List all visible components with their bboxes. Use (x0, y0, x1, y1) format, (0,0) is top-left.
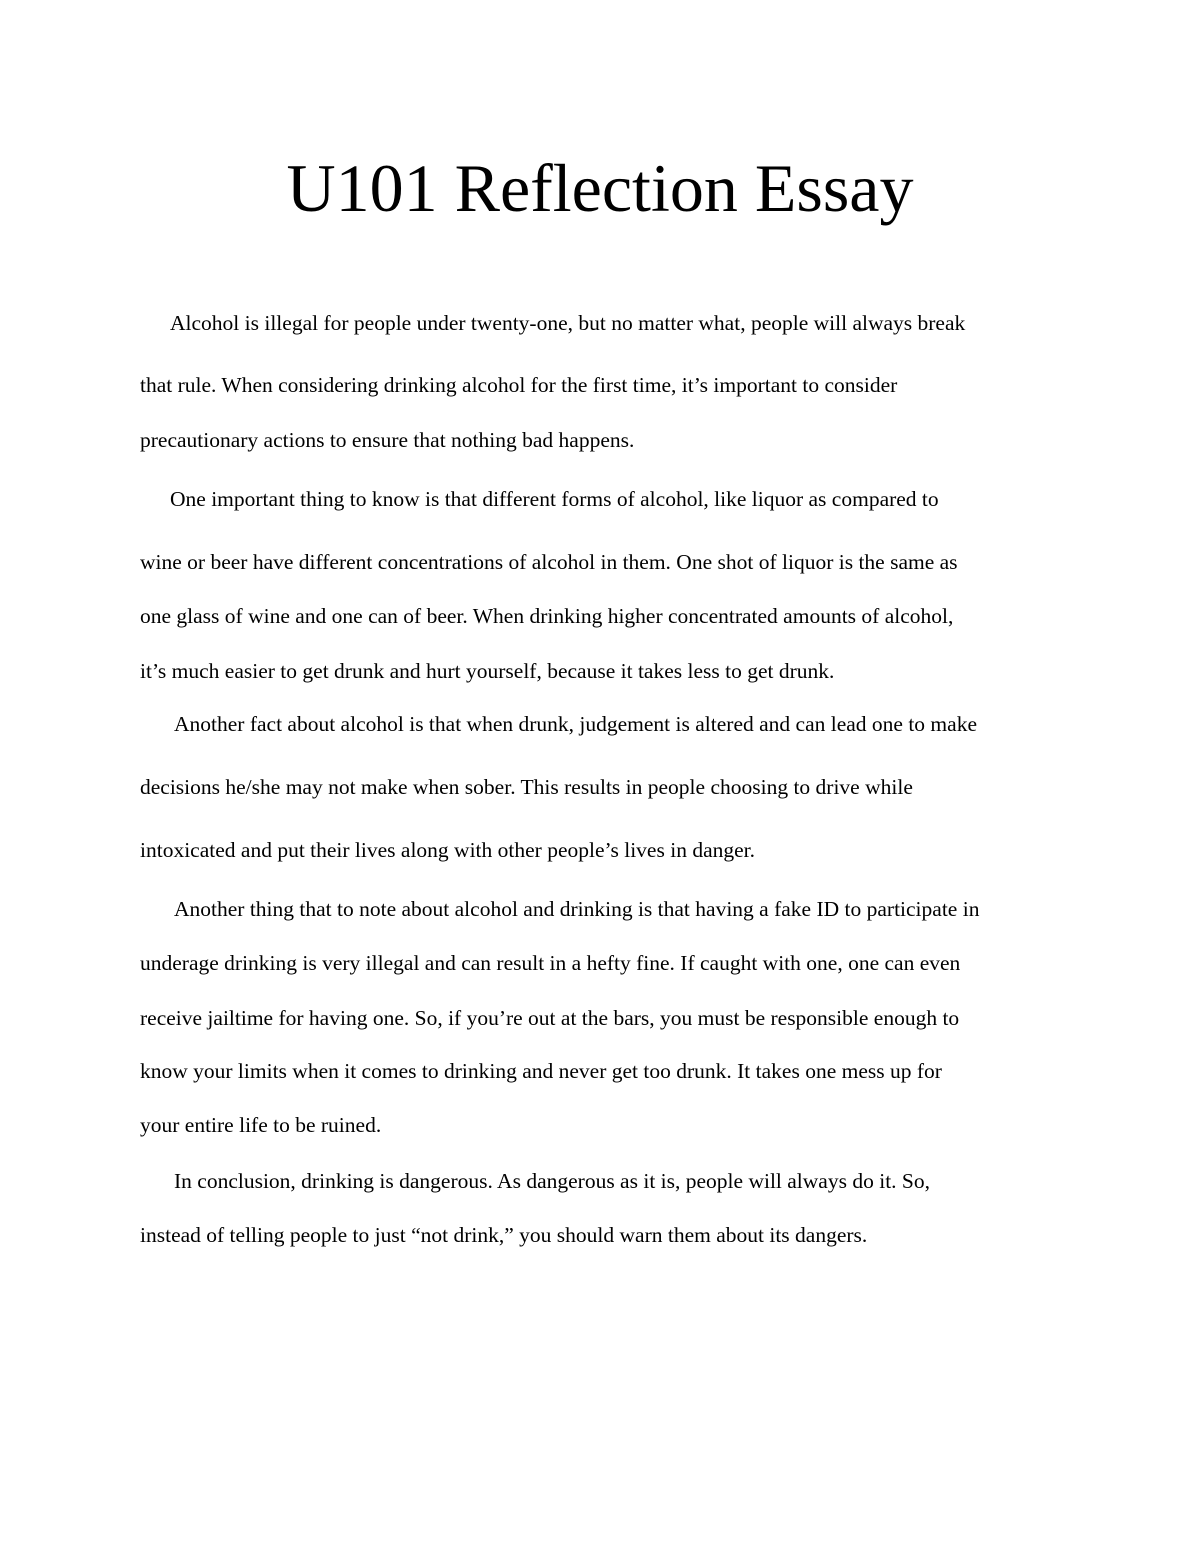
paragraph-1-line-3: precautionary actions to ensure that nothing bad happens. (140, 428, 635, 452)
paragraph-1-line-1: Alcohol is illegal for people under twenty-one, but no matter what, people will always break (170, 311, 966, 335)
paragraph-1-line-2: that rule. When considering drinking alcohol for the first time, it’s important to consider (140, 373, 898, 397)
paragraph-4-line-3: receive jailtime for having one. So, if you’re out at the bars, you must be responsible enough to (140, 1006, 960, 1030)
paragraph-2-line-4: it’s much easier to get drunk and hurt yourself, because it takes less to get drunk. (140, 659, 835, 683)
paragraph-3-line-2: decisions he/she may not make when sober. This results in people choosing to drive while (140, 775, 913, 799)
paragraph-4-line-1: Another thing that to note about alcohol and drinking is that having a fake ID to participate in (174, 897, 980, 921)
paragraph-2-line-2: wine or beer have different concentrations of alcohol in them. One shot of liquor is the same as (140, 550, 958, 574)
paragraph-3-line-3: intoxicated and put their lives along with other people’s lives in danger. (140, 838, 755, 862)
paragraph-5-line-1: In conclusion, drinking is dangerous. As dangerous as it is, people will always do it. So, (174, 1169, 930, 1193)
paragraph-4-line-5: your entire life to be ruined. (140, 1113, 382, 1137)
paragraph-2-line-3: one glass of wine and one can of beer. When drinking higher concentrated amounts of alcohol, (140, 604, 954, 628)
paragraph-4-line-2: underage drinking is very illegal and can result in a hefty fine. If caught with one, one can even (140, 951, 961, 975)
paragraph-5-line-2: instead of telling people to just “not drink,” you should warn them about its dangers. (140, 1223, 868, 1247)
paragraph-3-line-1: Another fact about alcohol is that when drunk, judgement is altered and can lead one to make (174, 712, 977, 736)
paragraph-4-line-4: know your limits when it comes to drinking and never get too drunk. It takes one mess up for (140, 1059, 942, 1083)
document-title: U101 Reflection Essay (286, 150, 914, 226)
paragraph-2-line-1: One important thing to know is that different forms of alcohol, like liquor as compared to (170, 487, 939, 511)
